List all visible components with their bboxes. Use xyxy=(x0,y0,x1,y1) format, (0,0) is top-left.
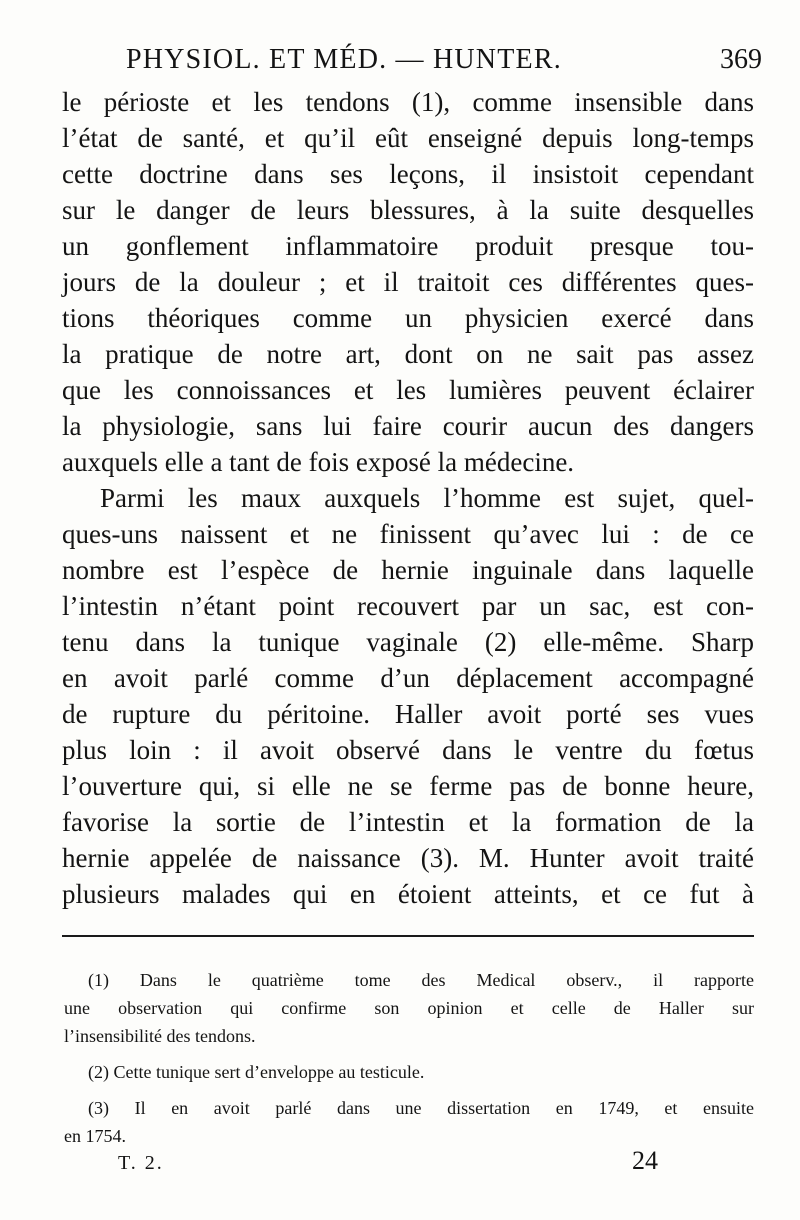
text-line: plus loin : il avoit observé dans le ventre du fœtus xyxy=(62,735,754,765)
sheet-number: 24 xyxy=(632,1146,658,1175)
footnote-rule xyxy=(62,935,754,937)
text-line: le périoste et les tendons (1), comme insensible dans xyxy=(62,87,754,117)
text-line: sur le danger de leurs blessures, à la suite desquelles xyxy=(62,195,754,225)
page-header xyxy=(62,42,762,86)
text-line: jours de la douleur ; et il traitoit ces différentes ques- xyxy=(62,267,754,297)
text-line: l’état de santé, et qu’il eût enseigné depuis long-temps xyxy=(62,123,754,153)
text-line: tenu dans la tunique vaginale (2) elle-même. Sharp xyxy=(62,627,754,657)
text-line: tions théoriques comme un physicien exercé dans xyxy=(62,303,754,333)
text-line: nombre est l’espèce de hernie inguinale dans laquelle xyxy=(62,555,754,585)
text-line: la pratique de notre art, dont on ne sait pas assez xyxy=(62,339,754,369)
footnote-3-line: en 1754. xyxy=(64,1126,126,1146)
text-line: auxquels elle a tant de fois exposé la médecine. xyxy=(62,447,575,477)
text-line: en avoit parlé comme d’un déplacement accompagné xyxy=(62,663,754,693)
text-line: que les connoissances et les lumières peuvent éclairer xyxy=(62,375,754,405)
volume-signature: T. 2. xyxy=(118,1152,164,1174)
running-title: PHYSIOL. ET MÉD. — HUNTER. xyxy=(126,44,562,75)
page-number: 369 xyxy=(720,44,762,75)
body-text xyxy=(62,84,754,912)
footnote-gap xyxy=(88,1086,754,1094)
text-line: favorise la sortie de l’intestin et la formation de la xyxy=(62,807,754,837)
text-line: la physiologie, sans lui faire courir aucun des dangers xyxy=(62,411,754,441)
text-line: de rupture du péritoine. Haller avoit porté ses vues xyxy=(62,699,754,729)
footnotes xyxy=(64,966,754,1150)
text-line: l’intestin n’étant point recouvert par un sac, est con- xyxy=(62,591,754,621)
text-line: ques-uns naissent et ne finissent qu’avec lui : de ce xyxy=(62,519,754,549)
text-line: un gonflement inflammatoire produit presque tou- xyxy=(62,231,754,261)
text-line: l’ouverture qui, si elle ne se ferme pas de bonne heure, xyxy=(62,771,754,801)
text-line: cette doctrine dans ses leçons, il insistoit cependant xyxy=(62,159,754,189)
footnote-1-line: (1) Dans le quatrième tome des Medical observ., il rapporte xyxy=(88,970,754,990)
text-line: plusieurs malades qui en étoient atteints, et ce fut à xyxy=(62,879,754,909)
footnote-1-line: une observation qui confirme son opinion et celle de Haller sur xyxy=(64,998,754,1018)
paragraph-first-line: Parmi les maux auxquels l’homme est sujet, quel- xyxy=(100,483,754,513)
footnote-2-line: (2) Cette tunique sert d’enveloppe au testicule. xyxy=(88,1062,425,1082)
text-line: hernie appelée de naissance (3). M. Hunter avoit traité xyxy=(62,843,754,873)
footnote-1-line: l’insensibilité des tendons. xyxy=(64,1026,256,1046)
footnote-3-line: (3) Il en avoit parlé dans une dissertation en 1749, et ensuite xyxy=(88,1098,754,1118)
footnote-gap xyxy=(88,1050,754,1058)
